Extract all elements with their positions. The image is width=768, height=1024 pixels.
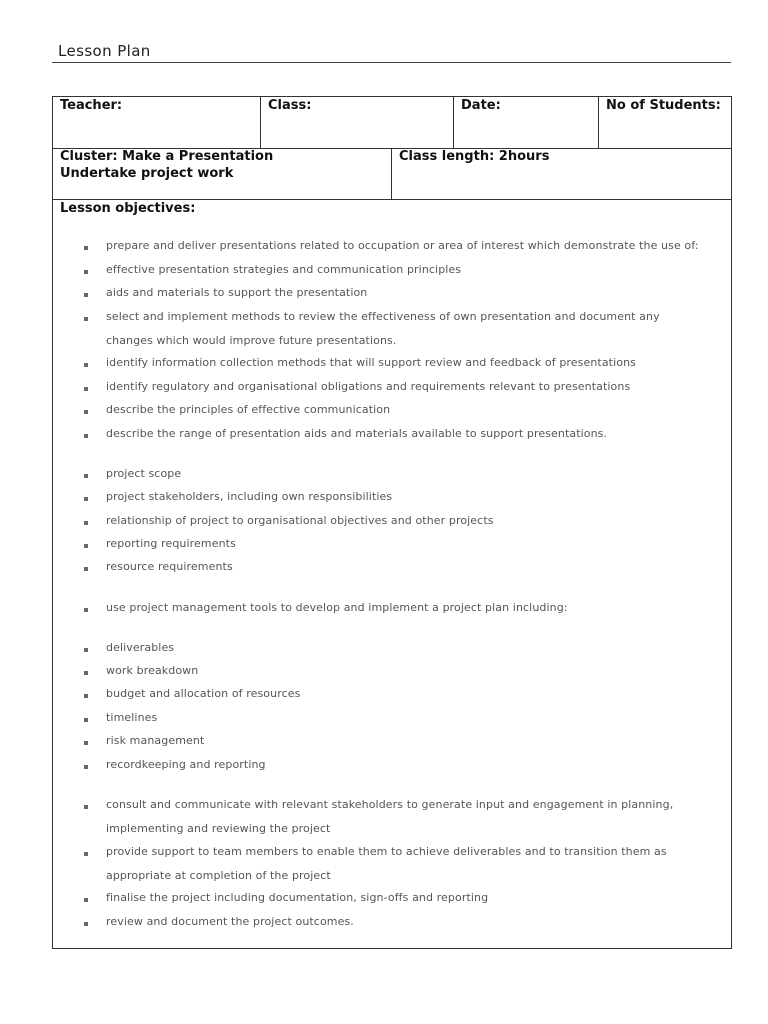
bullet-icon bbox=[84, 474, 88, 478]
class-length-label: Class length: 2hours bbox=[399, 149, 550, 164]
cluster-label: Cluster: Make a Presentation bbox=[60, 149, 274, 164]
cluster-row bbox=[53, 148, 731, 200]
bullet-icon bbox=[84, 608, 88, 612]
objective-text: effective presentation strategies and communication principles bbox=[106, 263, 462, 276]
bullet-icon bbox=[84, 246, 88, 250]
teacher-cell bbox=[53, 97, 261, 148]
bullet-icon bbox=[84, 317, 88, 321]
bullet-icon bbox=[84, 434, 88, 438]
objective-text: project stakeholders, including own responsibilities bbox=[106, 490, 393, 503]
bullet-icon bbox=[84, 922, 88, 926]
date-cell bbox=[454, 97, 599, 148]
teacher-label: Teacher: bbox=[60, 98, 123, 113]
bullet-icon bbox=[84, 410, 88, 414]
objective-text: resource requirements bbox=[106, 560, 233, 573]
bullet-icon bbox=[84, 648, 88, 652]
bullet-icon bbox=[84, 898, 88, 902]
objective-text: prepare and deliver presentations related to occupation or area of interest which demonstrate the use of: bbox=[106, 239, 699, 252]
objective-text: review and document the project outcomes. bbox=[106, 915, 354, 928]
bullet-icon bbox=[84, 694, 88, 698]
bullet-icon bbox=[84, 521, 88, 525]
bullet-icon bbox=[84, 741, 88, 745]
objective-text: aids and materials to support the presentation bbox=[106, 286, 368, 299]
bullet-icon bbox=[84, 270, 88, 274]
title-rule bbox=[52, 62, 731, 63]
bullet-icon bbox=[84, 497, 88, 501]
bullet-icon bbox=[84, 544, 88, 548]
objective-text: finalise the project including documentation, sign-offs and reporting bbox=[106, 891, 489, 904]
class-label: Class: bbox=[268, 98, 312, 113]
objective-text: use project management tools to develop and implement a project plan including: bbox=[106, 601, 568, 614]
class-cell bbox=[261, 97, 454, 148]
lesson-plan-table bbox=[52, 96, 732, 949]
students-cell bbox=[599, 97, 731, 148]
date-label: Date: bbox=[461, 98, 501, 113]
objective-text: recordkeeping and reporting bbox=[106, 758, 266, 771]
bullet-icon bbox=[84, 567, 88, 571]
objective-text: select and implement methods to review the effectiveness of own presentation and document any changes which would improve future presentations. bbox=[106, 310, 660, 347]
objective-text: reporting requirements bbox=[106, 537, 236, 550]
objective-text: describe the principles of effective communication bbox=[106, 403, 391, 416]
objective-text: deliverables bbox=[106, 641, 175, 654]
objective-text: describe the range of presentation aids and materials available to support presentations. bbox=[106, 427, 608, 440]
bullet-icon bbox=[84, 765, 88, 769]
bullet-icon bbox=[84, 671, 88, 675]
cluster-cell bbox=[53, 148, 392, 199]
objective-text: risk management bbox=[106, 734, 205, 747]
bullet-icon bbox=[84, 387, 88, 391]
bullet-icon bbox=[84, 852, 88, 856]
objective-text: consult and communicate with relevant stakeholders to generate input and engagement in planning, implementing and reviewing the project bbox=[106, 798, 674, 835]
objective-text: provide support to team members to enable them to achieve deliverables and to transition them as appropriate at completion of the project bbox=[106, 845, 667, 882]
cluster-sublabel: Undertake project work bbox=[60, 166, 234, 181]
objective-text: identify regulatory and organisational obligations and requirements relevant to presentations bbox=[106, 380, 631, 393]
bullet-icon bbox=[84, 718, 88, 722]
objective-text: project scope bbox=[106, 467, 182, 480]
objective-text: timelines bbox=[106, 711, 158, 724]
bullet-icon bbox=[84, 363, 88, 367]
objectives-heading: Lesson objectives: bbox=[60, 201, 196, 216]
objective-text: budget and allocation of resources bbox=[106, 687, 301, 700]
bullet-icon bbox=[84, 293, 88, 297]
objective-text: relationship of project to organisational objectives and other projects bbox=[106, 514, 494, 527]
students-label: No of Students: bbox=[606, 98, 721, 113]
bullet-icon bbox=[84, 805, 88, 809]
objective-text: identify information collection methods that will support review and feedback of presentations bbox=[106, 356, 636, 369]
document-title: Lesson Plan bbox=[58, 42, 151, 60]
class-length-cell bbox=[392, 148, 731, 199]
header-row bbox=[53, 97, 731, 149]
objective-text: work breakdown bbox=[106, 664, 199, 677]
